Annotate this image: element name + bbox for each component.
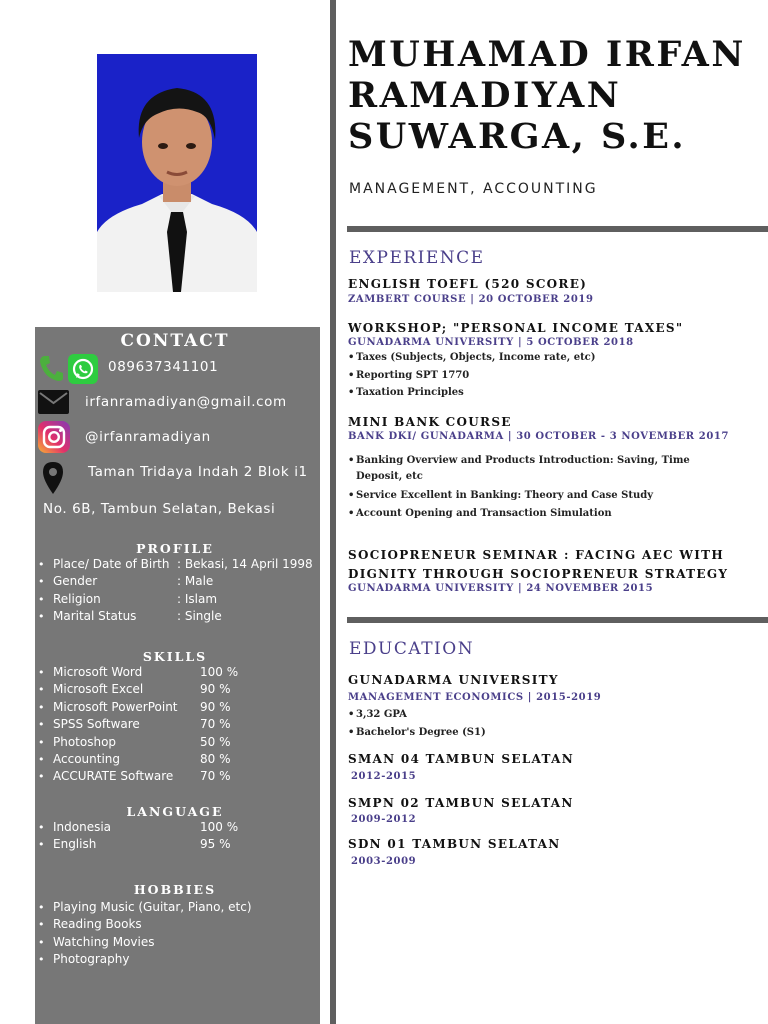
- education-entry-subtitle: 2009-2012: [351, 814, 417, 825]
- profile-list: [35, 556, 320, 626]
- language-item: • English 95 %: [35, 836, 320, 853]
- hobby-item: • Photography: [35, 951, 320, 968]
- skill-item: • ACCURATE Software 70 %: [35, 768, 320, 785]
- bullet-item: • Bachelor's Degree (S1): [348, 724, 758, 742]
- skill-item: • Microsoft PowerPoint 90 %: [35, 699, 320, 716]
- experience-entry-subtitle: BANK DKI/ GUNADARMA | 30 OCTOBER - 3 NOVEMBER 2017: [348, 431, 730, 442]
- name-line: RAMADIYAN: [348, 75, 622, 116]
- experience-entry-title: MINI BANK COURSE: [348, 415, 512, 429]
- experience-entry-title: ENGLISH TOEFL (520 SCORE): [348, 277, 588, 291]
- language-title: LANGUAGE: [126, 804, 224, 819]
- experience-entry-title: DIGNITY THROUGH SOCIOPRENEUR STRATEGY: [348, 567, 729, 581]
- hobbies-list: [35, 899, 320, 969]
- profession-subtitle: MANAGEMENT, ACCOUNTING: [349, 181, 598, 197]
- experience-entry-title: WORKSHOP; "PERSONAL INCOME TAXES": [348, 321, 684, 335]
- portrait-illustration: [97, 54, 257, 292]
- education-entry-subtitle: 2003-2009: [351, 856, 417, 867]
- experience-entry-title: SOCIOPRENEUR SEMINAR : FACING AEC WITH: [348, 548, 724, 562]
- bullet-item: • Banking Overview and Products Introduction: Saving, Time Deposit, etc: [348, 453, 708, 485]
- profile-item: • Marital Status : Single: [35, 608, 320, 625]
- education-entry-subtitle: 2012-2015: [351, 771, 417, 782]
- skill-item: • Microsoft Word 100 %: [35, 664, 320, 681]
- hobby-item: • Playing Music (Guitar, Piano, etc): [35, 899, 320, 916]
- profile-item: • Place/ Date of Birth : Bekasi, 14 April 1998: [35, 556, 320, 573]
- left-panel: [35, 327, 320, 1024]
- profile-item: • Gender : Male: [35, 573, 320, 590]
- profile-photo: [97, 54, 257, 292]
- hobbies-title: HOBBIES: [133, 882, 217, 897]
- skill-item: • SPSS Software 70 %: [35, 716, 320, 733]
- profile-title: PROFILE: [136, 541, 214, 556]
- bullet-item: • Taxation Principles: [348, 384, 758, 402]
- language-list: [35, 819, 320, 854]
- contact-title: CONTACT: [120, 331, 230, 351]
- skill-item: • Accounting 80 %: [35, 751, 320, 768]
- bullet-item: • Taxes (Subjects, Objects, Income rate, etc): [348, 349, 758, 367]
- skill-item: • Microsoft Excel 90 %: [35, 681, 320, 698]
- hobby-item: • Watching Movies: [35, 934, 320, 951]
- contact-instagram[interactable]: @irfanramadiyan: [85, 429, 211, 445]
- contact-email[interactable]: irfanramadiyan@gmail.com: [85, 394, 287, 410]
- experience-entry-subtitle: GUNADARMA UNIVERSITY | 24 NOVEMBER 2015: [348, 583, 654, 594]
- bullet-item: • Service Excellent in Banking: Theory and Case Study: [348, 487, 708, 505]
- profile-item: • Religion : Islam: [35, 591, 320, 608]
- experience-bullets: [348, 453, 708, 522]
- phone-icon: [38, 354, 64, 386]
- map-pin-icon: [43, 462, 63, 498]
- instagram-icon: [38, 421, 70, 457]
- hobby-item: • Reading Books: [35, 916, 320, 933]
- name-line: MUHAMAD IRFAN: [348, 34, 746, 75]
- envelope-icon: [38, 390, 69, 418]
- education-entry-title: SMAN 04 TAMBUN SELATAN: [348, 752, 574, 766]
- experience-entry-subtitle: ZAMBERT COURSE | 20 OCTOBER 2019: [348, 294, 594, 305]
- education-bullets: [348, 706, 758, 741]
- bullet-item: • 3,32 GPA: [348, 706, 758, 724]
- contact-address-line1: Taman Tridaya Indah 2 Blok i1: [88, 464, 308, 480]
- name-line: SUWARGA, S.E.: [348, 116, 687, 157]
- vertical-divider: [330, 0, 336, 1024]
- header-divider: [347, 226, 768, 232]
- bullet-item: • Reporting SPT 1770: [348, 367, 758, 385]
- experience-bullets: [348, 349, 758, 402]
- section-divider: [347, 617, 768, 623]
- language-item: • Indonesia 100 %: [35, 819, 320, 836]
- education-entry-title: SDN 01 TAMBUN SELATAN: [348, 837, 561, 851]
- education-entry-subtitle: MANAGEMENT ECONOMICS | 2015-2019: [348, 692, 602, 703]
- contact-phone[interactable]: 089637341101: [108, 359, 219, 375]
- skill-item: • Photoshop 50 %: [35, 734, 320, 751]
- skills-title: SKILLS: [142, 649, 208, 664]
- education-title: EDUCATION: [349, 639, 475, 659]
- experience-title: EXPERIENCE: [349, 248, 485, 268]
- skills-list: [35, 664, 320, 786]
- bullet-item: • Account Opening and Transaction Simulation: [348, 505, 708, 523]
- whatsapp-icon: [68, 354, 98, 388]
- full-name: [348, 34, 758, 157]
- contact-address-line2: No. 6B, Tambun Selatan, Bekasi: [43, 501, 276, 517]
- education-entry-title: SMPN 02 TAMBUN SELATAN: [348, 796, 574, 810]
- education-entry-title: GUNADARMA UNIVERSITY: [348, 673, 559, 687]
- experience-entry-subtitle: GUNADARMA UNIVERSITY | 5 OCTOBER 2018: [348, 337, 634, 348]
